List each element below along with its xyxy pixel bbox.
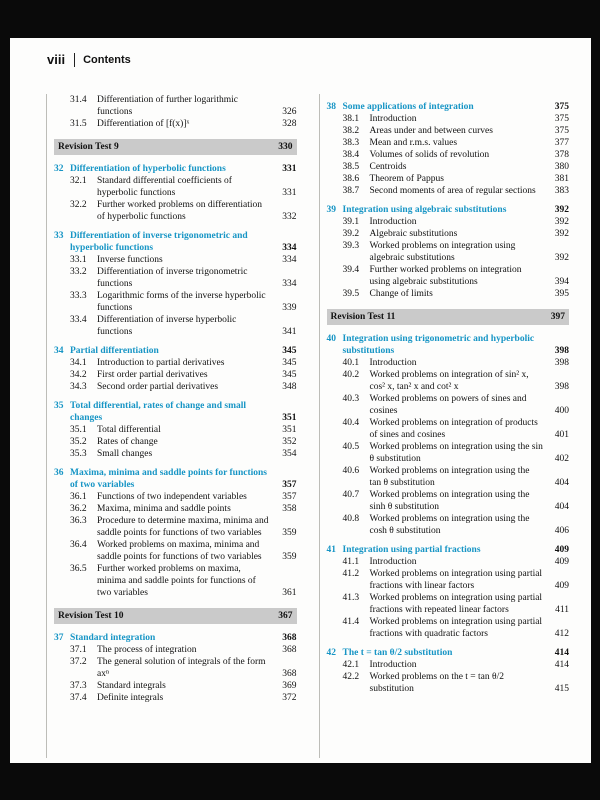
toc-section-row [54,692,297,704]
entry-number: 39.5 [342,289,360,299]
entry-number: 42.1 [342,660,360,670]
entry-page-number: 398 [554,358,569,368]
toc-section-row [327,357,570,369]
toc-section-row [54,381,297,393]
entry-page-number: 415 [554,684,569,694]
entry-number: 39.3 [342,241,360,251]
entry-number: 33.3 [70,291,87,301]
toc-chapter-row [54,230,297,254]
entry-number: 35.3 [70,449,87,459]
entry-title: Worked problems on integration using the sinh θ substitution [369,490,530,512]
entry-page-number: 345 [282,346,297,356]
toc-right-column [319,94,570,758]
entry-title: Further worked problems on maxima, minima and saddle points for functions of two variables [97,564,256,598]
toc-section-row [54,448,297,460]
entry-page-number: 397 [550,312,565,322]
toc-section-row [327,228,570,240]
entry-page-number: 334 [282,255,297,265]
entry-title: Differentiation of inverse trigonometric and hyperbolic functions [70,231,248,253]
entry-title: Volumes of solids of revolution [369,150,490,160]
entry-title: Differentiation of further logarithmic functions [97,95,238,117]
entry-page-number: 380 [554,162,569,172]
entry-page-number: 358 [282,504,297,514]
entry-page-number: 331 [282,164,297,174]
entry-page-number: 372 [282,693,297,703]
entry-page-number: 404 [554,502,569,512]
entry-number: 36 [54,468,64,478]
book-page [10,38,591,763]
entry-page-number: 406 [554,526,569,536]
entry-number: 38.1 [342,114,360,124]
entry-number: 34.1 [70,358,87,368]
entry-title: Total differential, rates of change and small changes [70,401,247,423]
entry-title: Further worked problems on differentiation of hyperbolic functions [97,200,262,222]
entry-title: Algebraic substitutions [369,229,458,239]
entry-title: Worked problems on the t = tan θ/2 substitution [369,672,504,694]
entry-number: 34.3 [70,382,87,392]
entry-number: 38.2 [342,126,360,136]
entry-title: Integration using algebraic substitutions [342,205,507,215]
entry-page-number: 375 [554,114,569,124]
entry-page-number: 381 [554,174,569,184]
entry-number: 42.2 [342,672,360,682]
toc-section-row [327,556,570,568]
toc-section-row [327,369,570,393]
entry-title: Procedure to determine maxima, minima and saddle points for functions of two variables [97,516,269,538]
toc-chapter-row [327,544,570,556]
entry-number: 38.3 [342,138,360,148]
entry-title: Partial differentiation [70,346,159,356]
header-divider [74,53,75,67]
entry-page-number: 383 [554,186,569,196]
entry-number: 41.3 [342,593,360,603]
entry-title: Standard integration [70,633,156,643]
entry-number: 40.1 [342,358,360,368]
entry-title: Introduction [369,660,417,670]
entry-title: Areas under and between curves [369,126,493,136]
entry-page-number: 351 [282,413,297,423]
entry-number: 41.1 [342,557,360,567]
entry-number: 40.8 [342,514,360,524]
toc-chapter-row [54,467,297,491]
entry-number: 36.3 [70,516,87,526]
entry-page-number: 345 [282,370,297,380]
entry-number: 32.2 [70,200,87,210]
entry-title: The process of integration [97,645,197,655]
toc-section-row [54,656,297,680]
toc-section-row [54,539,297,563]
entry-page-number: 409 [554,557,569,567]
entry-title: Differentiation of inverse trigonometric functions [97,267,248,289]
page-folio: viii [47,52,66,67]
toc-section-row [54,424,297,436]
entry-title: Centroids [369,162,407,172]
entry-title: Worked problems on powers of sines and cosines [369,394,527,416]
toc-section-row [327,125,570,137]
entry-title: Functions of two independent variables [97,492,247,502]
entry-title: Worked problems on integration of sin² x, cos² x, tan² x and cot² x [369,370,529,392]
toc-section-row [54,491,297,503]
entry-title: Worked problems on integration using the sin θ substitution [369,442,543,464]
revision-test-row [54,608,297,624]
entry-title: Standard differential coefficients of hyperbolic functions [97,176,232,198]
toc-chapter-row [54,632,297,644]
entry-page-number: 398 [554,346,569,356]
toc-section-row [327,393,570,417]
entry-page-number: 368 [282,633,297,643]
entry-page-number: 368 [282,669,297,679]
entry-number: 37.3 [70,681,87,691]
entry-page-number: 414 [554,648,569,658]
entry-page-number: 369 [282,681,297,691]
page-header [47,52,131,67]
entry-title: Worked problems on integration using partial fractions with linear factors [369,569,543,591]
entry-page-number: 339 [282,303,297,313]
entry-page-number: 367 [278,611,293,621]
entry-title: Introduction to partial derivatives [97,358,225,368]
entry-page-number: 392 [554,217,569,227]
entry-number: 40.4 [342,418,360,428]
entry-page-number: 359 [282,552,297,562]
entry-number: 33.2 [70,267,87,277]
toc-chapter-row [327,333,570,357]
toc-section-row [54,680,297,692]
toc-section-row [54,369,297,381]
entry-title: The general solution of integrals of the form axⁿ [97,657,266,679]
entry-page-number: 328 [282,119,297,129]
toc-section-row [327,417,570,441]
toc-section-row [327,149,570,161]
entry-title: Standard integrals [97,681,166,691]
toc-section-row [54,118,297,130]
toc-section-row [54,254,297,266]
entry-title: Introduction [369,557,417,567]
toc-section-row [327,489,570,513]
entry-number: 40.2 [342,370,360,380]
entry-title: Worked problems on integration using the cosh θ substitution [369,514,530,536]
column-rule [46,94,47,758]
entry-title: Change of limits [369,289,433,299]
entry-number: 37.1 [70,645,87,655]
entry-title: Differentiation of [f(x)]ˣ [97,119,190,129]
entry-title: Introduction [369,217,417,227]
entry-title: Worked problems on integration of products of sines and cosines [369,418,538,440]
entry-number: 39.1 [342,217,360,227]
toc-section-row [54,563,297,599]
toc-section-row [327,173,570,185]
entry-number: 33.4 [70,315,87,325]
entry-title: Second order partial derivatives [97,382,219,392]
entry-number: 36.4 [70,540,87,550]
toc-section-row [54,94,297,118]
toc-section-row [54,436,297,448]
page-header-title: Contents [83,53,131,66]
entry-number: 40.6 [342,466,360,476]
entry-number: 35.1 [70,425,87,435]
entry-title: First order partial derivatives [97,370,208,380]
toc-section-row [327,161,570,173]
entry-page-number: 414 [554,660,569,670]
entry-page-number: 392 [554,253,569,263]
toc-section-row [327,659,570,671]
entry-number: 36.5 [70,564,87,574]
entry-number: 38.5 [342,162,360,172]
entry-title: Integration using partial fractions [342,545,481,555]
entry-number: 39.2 [342,229,360,239]
entry-title: Introduction [369,358,417,368]
entry-number: 34.2 [70,370,87,380]
entry-title: Integration using trigonometric and hyperbolic substitutions [342,334,535,356]
entry-number: 37.2 [70,657,87,667]
toc-section-row [327,288,570,300]
toc-left-column [46,94,297,758]
toc-section-row [327,592,570,616]
toc-section-row [54,644,297,656]
entry-page-number: 341 [282,327,297,337]
entry-number: 38.6 [342,174,360,184]
toc-section-row [327,465,570,489]
entry-title: Mean and r.m.s. values [369,138,458,148]
entry-number: 31.5 [70,119,87,129]
toc-section-row [327,568,570,592]
entry-page-number: 357 [282,492,297,502]
entry-number: 41.2 [342,569,360,579]
entry-title: Maxima, minima and saddle points for functions of two variables [70,468,267,490]
entry-page-number: 334 [282,279,297,289]
entry-page-number: 375 [554,126,569,136]
entry-title: Introduction [369,114,417,124]
toc-section-row [327,113,570,125]
toc-section-row [327,137,570,149]
entry-number: 36.1 [70,492,87,502]
toc-chapter-row [327,647,570,659]
entry-number: 40 [326,334,336,344]
entry-page-number: 348 [282,382,297,392]
entry-page-number: 361 [282,588,297,598]
entry-title: Differentiation of inverse hyperbolic functions [97,315,237,337]
entry-title: Inverse functions [97,255,163,265]
entry-title: Worked problems on maxima, minima and saddle points for functions of two variables [97,540,262,562]
entry-number: 37 [54,633,64,643]
toc-section-row [327,240,570,264]
entry-number: 33.1 [70,255,87,265]
entry-title: Second moments of area of regular sections [369,186,536,196]
entry-number: 41 [326,545,336,555]
toc-chapter-row [54,400,297,424]
entry-page-number: 359 [282,528,297,538]
entry-page-number: 402 [554,454,569,464]
entry-title: Revision Test 9 [58,142,119,152]
entry-number: 37.4 [70,693,87,703]
entry-page-number: 351 [282,425,297,435]
entry-number: 32 [54,164,64,174]
toc-section-row [327,216,570,228]
entry-page-number: 392 [554,205,569,215]
entry-page-number: 334 [282,243,297,253]
entry-title: Theorem of Pappus [369,174,444,184]
revision-test-row [327,309,570,325]
entry-title: Revision Test 11 [330,312,396,322]
entry-page-number: 331 [282,188,297,198]
entry-number: 35 [54,401,64,411]
entry-page-number: 411 [555,605,569,615]
entry-number: 42 [326,648,336,658]
toc-section-row [327,513,570,537]
entry-page-number: 357 [282,480,297,490]
revision-test-row [54,139,297,155]
toc-section-row [54,515,297,539]
entry-number: 36.2 [70,504,87,514]
toc-section-row [327,441,570,465]
entry-number: 38.7 [342,186,360,196]
entry-page-number: 332 [282,212,297,222]
entry-page-number: 394 [554,277,569,287]
entry-title: Some applications of integration [342,102,474,112]
toc-chapter-row [54,163,297,175]
toc-section-row [54,314,297,338]
entry-title: Total differential [97,425,161,435]
entry-page-number: 392 [554,229,569,239]
entry-title: Logarithmic forms of the inverse hyperbolic functions [97,291,266,313]
entry-number: 41.4 [342,617,360,627]
entry-title: Further worked problems on integration using algebraic substitutions [369,265,522,287]
entry-page-number: 377 [554,138,569,148]
toc-section-row [54,199,297,223]
entry-page-number: 354 [282,449,297,459]
entry-page-number: 412 [554,629,569,639]
entry-number: 39 [326,205,336,215]
entry-page-number: 409 [554,545,569,555]
entry-title: Worked problems on integration using the tan θ substitution [369,466,530,488]
entry-title: Definite integrals [97,693,164,703]
toc-section-row [54,503,297,515]
toc-section-row [327,616,570,640]
entry-page-number: 404 [554,478,569,488]
entry-title: Worked problems on integration using partial fractions with quadratic factors [369,617,543,639]
toc-section-row [327,264,570,288]
entry-title: The t = tan θ/2 substitution [342,648,453,658]
entry-title: Small changes [97,449,153,459]
entry-page-number: 400 [554,406,569,416]
toc-chapter-row [327,101,570,113]
entry-page-number: 401 [554,430,569,440]
entry-page-number: 409 [554,581,569,591]
entry-page-number: 352 [282,437,297,447]
toc-chapter-row [54,345,297,357]
entry-number: 40.3 [342,394,360,404]
entry-number: 38 [326,102,336,112]
toc-section-row [327,671,570,695]
entry-number: 40.5 [342,442,360,452]
entry-page-number: 398 [554,382,569,392]
entry-title: Differentiation of hyperbolic functions [70,164,226,174]
entry-title: Worked problems on integration using algebraic substitutions [369,241,516,263]
toc-section-row [54,266,297,290]
entry-page-number: 395 [554,289,569,299]
toc-chapter-row [327,204,570,216]
entry-number: 35.2 [70,437,87,447]
entry-number: 40.7 [342,490,360,500]
entry-page-number: 378 [554,150,569,160]
entry-title: Worked problems on integration using partial fractions with repeated linear factors [369,593,543,615]
entry-number: 32.1 [70,176,87,186]
toc-section-row [54,357,297,369]
toc-section-row [54,175,297,199]
entry-title: Rates of change [97,437,158,447]
entry-number: 39.4 [342,265,360,275]
entry-page-number: 345 [282,358,297,368]
entry-page-number: 326 [282,107,297,117]
entry-number: 33 [54,231,64,241]
entry-number: 34 [54,346,64,356]
entry-page-number: 375 [554,102,569,112]
toc-columns [46,94,569,758]
entry-number: 31.4 [70,95,87,105]
entry-page-number: 330 [278,142,293,152]
entry-title: Maxima, minima and saddle points [97,504,231,514]
toc-section-row [327,185,570,197]
entry-title: Revision Test 10 [58,611,124,621]
toc-section-row [54,290,297,314]
entry-number: 38.4 [342,150,360,160]
column-rule [319,94,320,758]
entry-page-number: 368 [282,645,297,655]
